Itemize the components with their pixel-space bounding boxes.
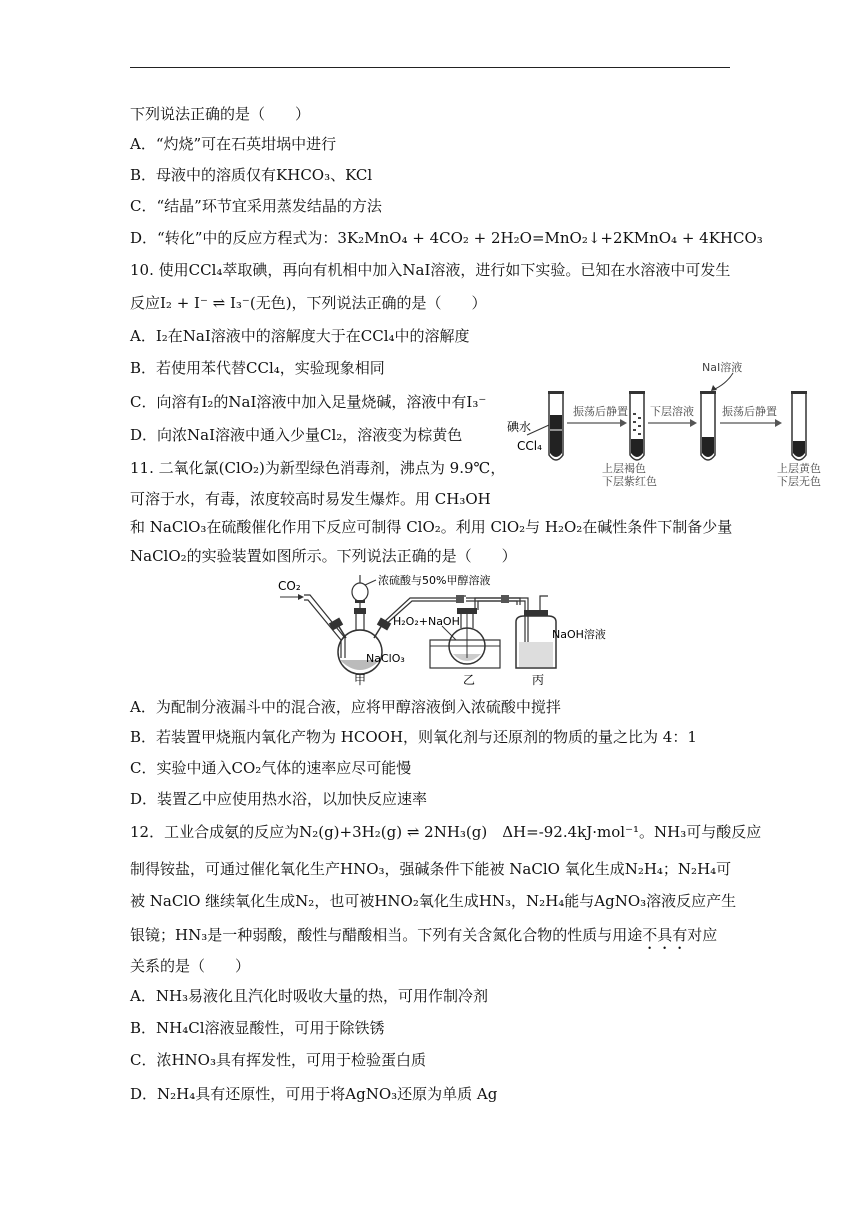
arrow2-label: 下层溶液 xyxy=(650,405,694,418)
label-bing: 丙 xyxy=(532,673,545,687)
q10-stem-line2: 反应I₂ + I⁻ ⇌ I₃⁻(无色)，下列说法正确的是（ ） xyxy=(130,294,487,312)
emphasized-not-have: 不具有 xyxy=(642,926,688,944)
q11-stem-line1: 11. 二氧化氯(ClO₂)为新型绿色消毒剂，沸点为 9.9℃， xyxy=(130,459,506,477)
funnel-label: 浓硫酸与50%甲醇溶液 xyxy=(378,574,491,587)
q10-option-a: A．I₂在NaI溶液中的溶解度大于在CCl₄中的溶解度 xyxy=(130,327,470,345)
q10-option-b: B．若使用苯代替CCl₄，实验现象相同 xyxy=(130,359,385,377)
arrow3-label: 振荡后静置 xyxy=(722,405,777,418)
nai-solution-label: NaI溶液 xyxy=(702,361,743,374)
q12-option-c: C．浓HNO₃具有挥发性，可用于检验蛋白质 xyxy=(130,1051,426,1069)
label-iodine-water: 碘水 xyxy=(507,420,532,434)
label-jia: 甲 xyxy=(354,673,367,687)
q11-option-c: C．实验中通入CO₂气体的速率应尽可能慢 xyxy=(130,759,412,777)
q12-stem-line3: 被 NaClO 继续氧化生成N₂，也可被HNO₂氧化生成HN₃，N₂H₄能与AgNO₃溶液反应产生 xyxy=(130,892,737,910)
tube2-label-top: 上层褐色 xyxy=(602,462,646,475)
test-tube-3 xyxy=(700,391,716,460)
naoh-solution-label: NaOH溶液 xyxy=(552,628,606,641)
header-rule xyxy=(130,67,730,68)
test-tube-4 xyxy=(791,391,807,460)
q9-stem: 下列说法正确的是（ ） xyxy=(130,105,311,123)
q12-stem-line4: 银镜；HN₃是一种弱酸，酸性与醋酸相当。下列有关含氮化合物的性质与用途不具有对应 xyxy=(130,926,718,944)
q12-stem-line5: 关系的是（ ） xyxy=(130,957,251,975)
q11-stem-line2: 可溶于水，有毒，浓度较高时易发生爆炸。用 CH₃OH xyxy=(130,490,491,508)
q11-option-b: B．若装置甲烧瓶内氧化产物为 HCOOH，则氧化剂与还原剂的物质的量之比为 4：1 xyxy=(130,728,697,746)
naclo3-label: NaClO₃ xyxy=(366,652,405,665)
q10-extraction-figure xyxy=(505,355,835,490)
h2o2-naoh-label: H₂O₂+NaOH xyxy=(393,615,460,628)
q10-option-d: D．向浓NaI溶液中通入少量Cl₂，溶液变为棕黄色 xyxy=(130,426,463,444)
tube2-label-bottom: 下层紫红色 xyxy=(602,475,657,488)
q11-stem-line4: NaClO₂的实验装置如图所示。下列说法正确的是（ ） xyxy=(130,547,517,565)
q11-stem-line3: 和 NaClO₃在硫酸催化作用下反应可制得 ClO₂。利用 ClO₂与 H₂O₂在碱性条件下制备少量 xyxy=(130,518,733,536)
q9-option-d: D．“转化”中的反应方程式为：3K₂MnO₄ + 4CO₂ + 2H₂O=MnO₂↓+2KMnO₄ + 4KHCO₃ xyxy=(130,229,763,247)
q12-stem-line1: 12．工业合成氨的反应为N₂(g)+3H₂(g) ⇌ 2NH₃(g) ΔH=-92.4kJ·mol⁻¹。NH₃可与酸反应 xyxy=(130,823,762,841)
q12-option-d: D．N₂H₄具有还原性，可用于将AgNO₃还原为单质 Ag xyxy=(130,1085,498,1103)
q11-apparatus-figure xyxy=(270,570,650,688)
label-yi: 乙 xyxy=(463,673,476,687)
q9-option-b: B．母液中的溶质仅有KHCO₃、KCl xyxy=(130,166,373,184)
bottle-bing xyxy=(516,596,556,668)
q10-stem-line1: 10. 使用CCl₄萃取碘，再向有机相中加入NaI溶液，进行如下实验。已知在水溶液中可发生 xyxy=(130,261,731,279)
test-tube-1 xyxy=(548,391,564,460)
test-tube-2 xyxy=(629,391,645,460)
tube4-label-bottom: 下层无色 xyxy=(777,475,821,488)
separatory-funnel xyxy=(352,575,368,610)
co2-label: CO₂ xyxy=(278,579,301,593)
q12-stem-line2: 制得铵盐，可通过催化氧化生产HNO₃，强碱条件下能被 NaClO 氧化生成N₂H₄；N₂H₄可 xyxy=(130,860,732,878)
tube4-label-top: 上层黄色 xyxy=(777,462,821,475)
q9-option-a: A．“灼烧”可在石英坩埚中进行 xyxy=(130,135,337,153)
label-ccl4: CCl₄ xyxy=(517,439,542,453)
q12-option-a: A．NH₃易液化且汽化时吸收大量的热，可用作制冷剂 xyxy=(130,987,489,1005)
q10-option-c: C．向溶有I₂的NaI溶液中加入足量烧碱，溶液中有I₃⁻ xyxy=(130,393,487,411)
arrow1-label: 振荡后静置 xyxy=(573,405,628,418)
q9-option-c: C．“结晶”环节宜采用蒸发结晶的方法 xyxy=(130,197,382,215)
q12-option-b: B．NH₄Cl溶液显酸性，可用于除铁锈 xyxy=(130,1019,385,1037)
q11-option-a: A．为配制分液漏斗中的混合液，应将甲醇溶液倒入浓硫酸中搅拌 xyxy=(130,698,561,716)
q11-option-d: D．装置乙中应使用热水浴，以加快反应速率 xyxy=(130,790,428,808)
